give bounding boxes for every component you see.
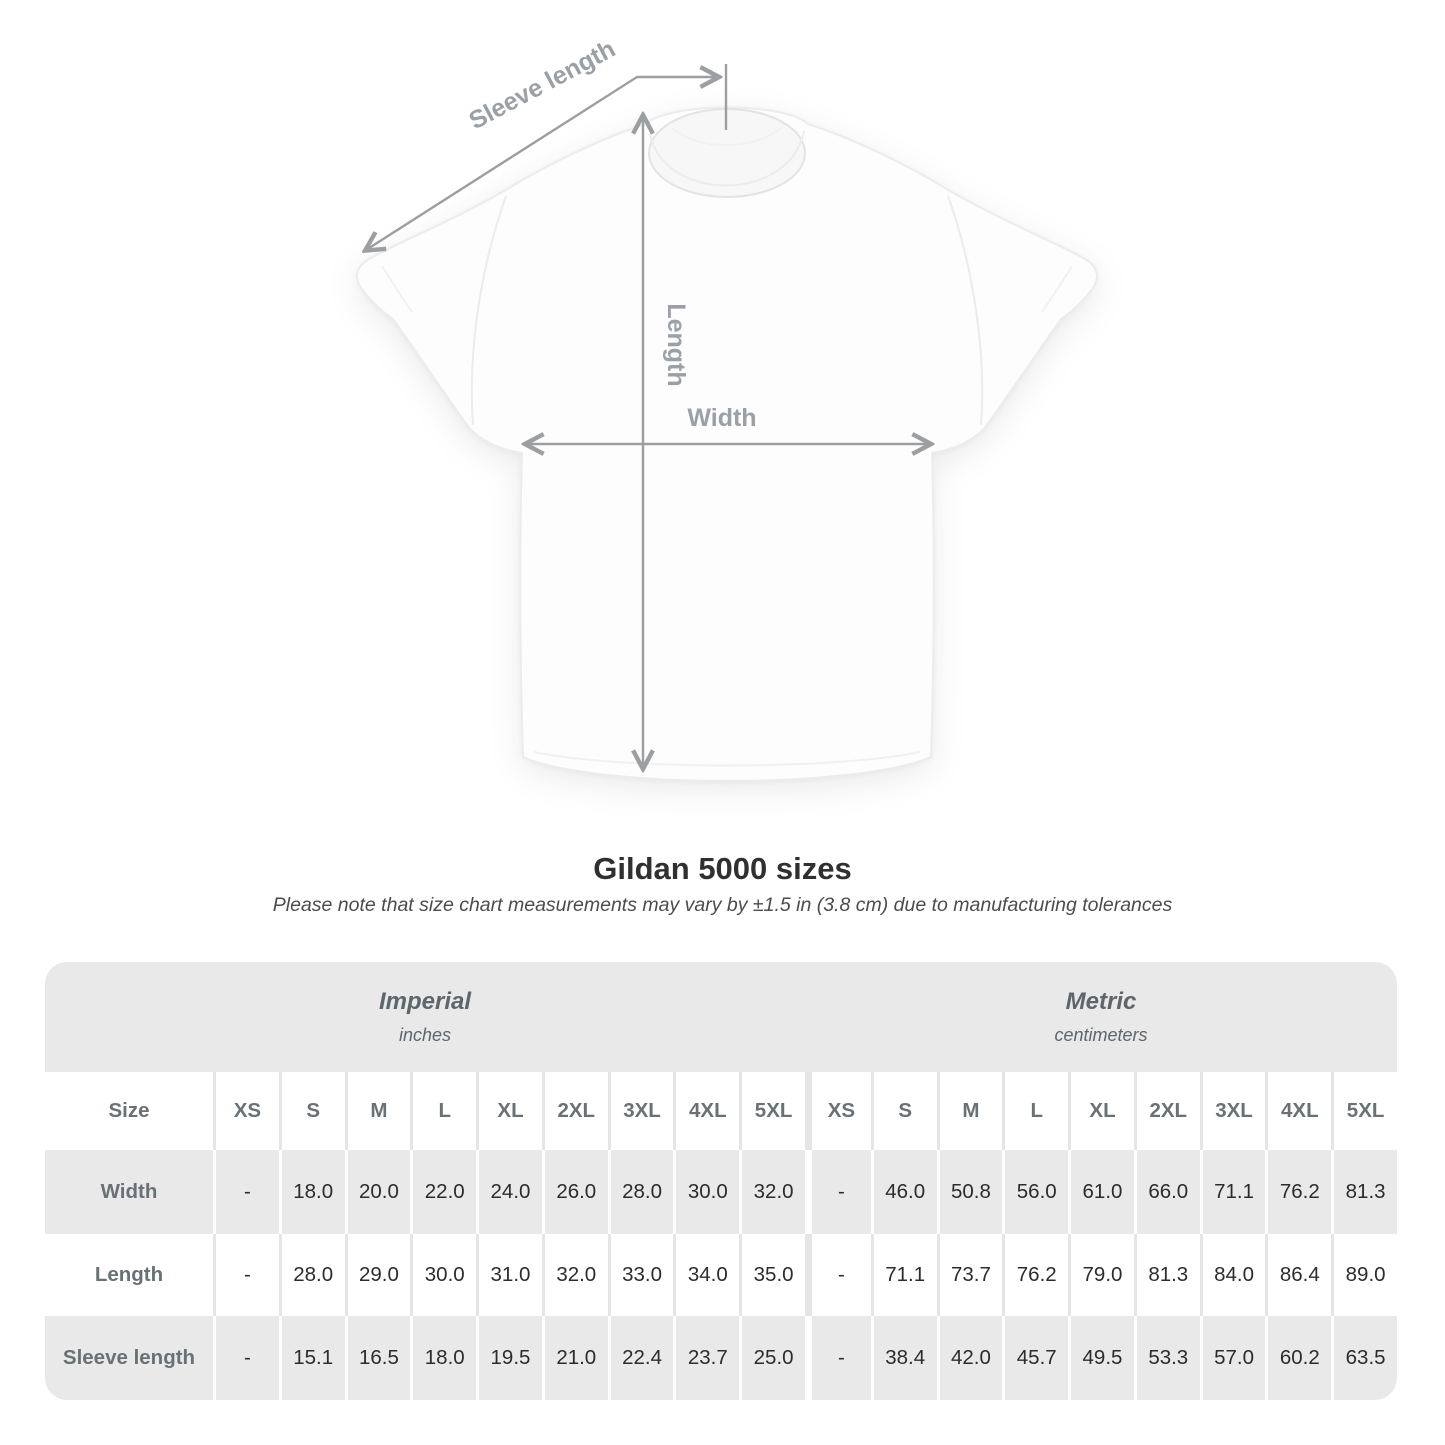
measurement-cell: 18.0 <box>279 1150 345 1234</box>
measurement-cell: 76.2 <box>1002 1234 1068 1316</box>
row-label: Sleeve length <box>62 1346 196 1369</box>
page-subtitle: Please note that size chart measurements may vary by ±1.5 in (3.8 cm) due to manufacturing tolerances <box>272 894 1173 916</box>
measurement-cell: 33.0 <box>608 1234 674 1316</box>
size-column-header: Size <box>108 1099 150 1122</box>
measurement-cell: - <box>805 1316 871 1400</box>
measurement-cell: 23.7 <box>673 1316 739 1400</box>
units-band <box>45 962 1397 1072</box>
measurement-cell: 53.3 <box>1134 1316 1200 1400</box>
measurement-cell: 34.0 <box>673 1234 739 1316</box>
imperial-label: Imperial <box>378 988 472 1015</box>
sleeve-length-label: Sleeve length <box>464 34 620 136</box>
size-header-imperial: S <box>279 1072 345 1150</box>
measurement-cell: 45.7 <box>1002 1316 1068 1400</box>
page-title: Gildan 5000 sizes <box>593 851 852 886</box>
size-header-metric: L <box>1002 1072 1068 1150</box>
size-header-imperial: M <box>345 1072 411 1150</box>
imperial-section-header <box>45 962 805 1072</box>
measurement-cell: 71.1 <box>871 1234 937 1316</box>
size-header-metric: 3XL <box>1200 1072 1266 1150</box>
size-header-metric: 2XL <box>1134 1072 1200 1150</box>
measurement-cell: 61.0 <box>1068 1150 1134 1234</box>
metric-section-header <box>805 962 1397 1072</box>
measurement-cell: 19.5 <box>476 1316 542 1400</box>
measurement-cell: - <box>213 1316 279 1400</box>
measurement-cell: 57.0 <box>1200 1316 1266 1400</box>
measurement-cell: 49.5 <box>1068 1316 1134 1400</box>
measurement-cell: 84.0 <box>1200 1234 1266 1316</box>
size-header-row <box>45 1072 1397 1150</box>
size-header-imperial: 3XL <box>608 1072 674 1150</box>
measurement-cell: 76.2 <box>1265 1150 1331 1234</box>
measurement-cell: 18.0 <box>410 1316 476 1400</box>
measurement-cell: 89.0 <box>1331 1234 1397 1316</box>
size-header-imperial: XS <box>213 1072 279 1150</box>
length-label: Length <box>662 303 690 387</box>
size-table <box>45 962 1397 1400</box>
measurement-cell: 20.0 <box>345 1150 411 1234</box>
measurement-cell: 46.0 <box>871 1150 937 1234</box>
measurement-cell: 73.7 <box>937 1234 1003 1316</box>
table-row-width <box>45 1150 1397 1234</box>
measurement-cell: 56.0 <box>1002 1150 1068 1234</box>
size-header-imperial: 4XL <box>673 1072 739 1150</box>
size-header-imperial: 5XL <box>739 1072 805 1150</box>
row-label: Width <box>100 1180 158 1203</box>
size-header-metric: XL <box>1068 1072 1134 1150</box>
measurement-cell: 38.4 <box>871 1316 937 1400</box>
measurement-cell: 30.0 <box>410 1234 476 1316</box>
size-header-metric: S <box>871 1072 937 1150</box>
measurement-cell: 22.0 <box>410 1150 476 1234</box>
measurement-cell: 81.3 <box>1331 1150 1397 1234</box>
measurement-cell: 79.0 <box>1068 1234 1134 1316</box>
measurement-cell: 60.2 <box>1265 1316 1331 1400</box>
measurement-cell: 63.5 <box>1331 1316 1397 1400</box>
measurement-cell: 86.4 <box>1265 1234 1331 1316</box>
measurement-cell: 26.0 <box>542 1150 608 1234</box>
measurement-cell: 32.0 <box>542 1234 608 1316</box>
metric-label: Metric <box>1065 988 1137 1015</box>
measurement-cell: 50.8 <box>937 1150 1003 1234</box>
size-header-metric: 5XL <box>1331 1072 1397 1150</box>
measurement-cell: 71.1 <box>1200 1150 1266 1234</box>
measurement-cell: 66.0 <box>1134 1150 1200 1234</box>
measurement-cell: - <box>805 1150 871 1234</box>
metric-unit-label: centimeters <box>1054 1025 1148 1045</box>
measurement-cell: 81.3 <box>1134 1234 1200 1316</box>
measurement-cell: - <box>805 1234 871 1316</box>
measurement-cell: 16.5 <box>345 1316 411 1400</box>
row-label: Length <box>94 1263 164 1286</box>
measurement-cell: 35.0 <box>739 1234 805 1316</box>
measurement-cell: 22.4 <box>608 1316 674 1400</box>
measurement-cell: - <box>213 1150 279 1234</box>
measurement-cell: 15.1 <box>279 1316 345 1400</box>
measurement-cell: 42.0 <box>937 1316 1003 1400</box>
measurement-cell: 28.0 <box>279 1234 345 1316</box>
table-row-sleeve-length <box>45 1316 1397 1400</box>
measurement-cell: 21.0 <box>542 1316 608 1400</box>
size-header-imperial: XL <box>476 1072 542 1150</box>
width-label: Width <box>687 404 757 432</box>
table-row-length <box>45 1234 1397 1316</box>
size-header-imperial: L <box>410 1072 476 1150</box>
measurement-cell: 24.0 <box>476 1150 542 1234</box>
measurement-cell: 31.0 <box>476 1234 542 1316</box>
imperial-unit-label: inches <box>398 1025 452 1045</box>
size-header-metric: M <box>937 1072 1003 1150</box>
measurement-cell: 29.0 <box>345 1234 411 1316</box>
measurement-cell: 32.0 <box>739 1150 805 1234</box>
size-header-metric: XS <box>805 1072 871 1150</box>
measurement-cell: 30.0 <box>673 1150 739 1234</box>
measurement-cell: - <box>213 1234 279 1316</box>
measurement-cell: 28.0 <box>608 1150 674 1234</box>
size-header-metric: 4XL <box>1265 1072 1331 1150</box>
measurement-cell: 25.0 <box>739 1316 805 1400</box>
size-header-imperial: 2XL <box>542 1072 608 1150</box>
